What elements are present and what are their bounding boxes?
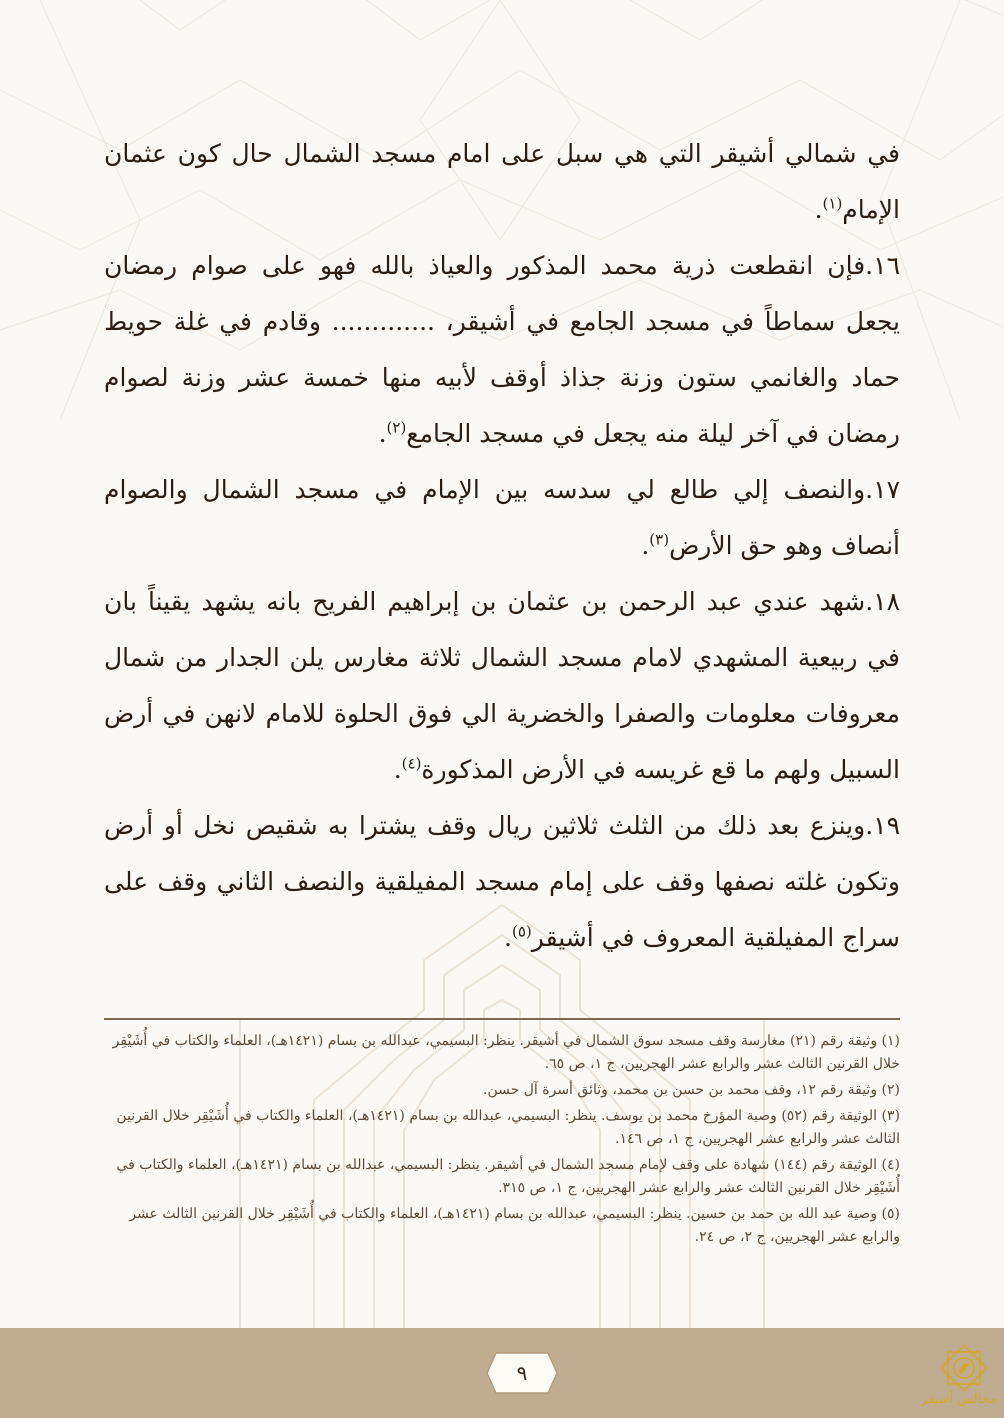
footnote: (٢) وثيقة رقم ١٢، وقف محمد بن حسن بن محمد، وثائق أسرة آل حسن. [483, 1082, 900, 1098]
paragraph-text: ١٨.شهد عندي عبد الرحمن بن عثمان بن إبراهيم الفريح بانه يشهد يقيناً بان في ربيعية المشهدي لامام مسجد الشمال ثلاثة مغارس يلن الجدار من شمال معروفات معلومات والصفرا والخضرية الي فوق الحلوة للامام لانهن في أرض السبيل ولهم ما قع غريسه في الأرض المذكورة [104, 587, 900, 784]
paragraph-end: . [378, 419, 387, 448]
footnotes [104, 1030, 900, 1252]
paragraph-text: في شمالي أشيقر التي هي سبل على امام مسجد الشمال حال كون عثمان الإمام [104, 139, 900, 224]
paragraph [104, 462, 900, 574]
paragraph-end: . [504, 923, 512, 952]
footnote: (٤) الوثيقة رقم (١٤٤) شهادة على وقف لإمام مسجد الشمال في أشيقر. ينظر: البسيمي، عبدالله بن بسام (١٤٢١هـ)، العلماء والكتاب في أُشَيْقِر خلال القرنين الثالث عشر والرابع عشر الهجريين، ج ١، ص ٣١٥. [116, 1157, 900, 1196]
paragraph-end: . [814, 195, 823, 224]
footnote-divider [104, 1018, 900, 1020]
paragraph-text: ١٦.فإن انقطعت ذرية محمد المذكور والعياذ بالله فهو على صوام رمضان يجعل سماطاً في مسجد الجامع في أشيقر، ............. وقادم في غلة حويط حماد والغانمي ستون وزنة جذاذ أوقف لأبيه منها خمسة عشر وزنة لصوام رمضان في آخر ليلة منه يجعل في مسجد الجامع [104, 251, 900, 448]
footnote: (٥) وصية عبد الله بن حمد بن حسين. ينظر: البسيمي، عبدالله بن بسام (١٤٢١هـ)، العلماء والكتاب في أُشَيْقِر خلال القرنين الثالث عشر والرابع عشر الهجريين، ج ٢، ص ٢٤. [129, 1206, 900, 1245]
footnote-ref: (١) [822, 194, 843, 213]
paragraph-end: . [641, 531, 650, 560]
body-text [104, 126, 900, 966]
footnote-ref: (٥) [512, 922, 532, 941]
paragraph-text: ١٧.والنصف إلي طالع لي سدسه بين الإمام في مسجد الشمال والصوام أنصاف وهو حق الأرض [104, 475, 900, 560]
footnote-ref: (٣) [649, 530, 670, 549]
paragraph-text: ١٩.وينزع بعد ذلك من الثلث ثلاثين ريال وقف يشترا به شقيص نخل أو أرض وتكون غلته نصفها وقف على إمام مسجد المفيلقية والنصف الثاني وقف على سراج المفيلقية المعروف في أشيقر [104, 811, 900, 952]
paragraph [104, 238, 900, 462]
paragraph [104, 798, 900, 966]
paragraph [104, 574, 900, 798]
logo-text: مجالس أشيقر [920, 1392, 998, 1407]
footnote: (٣) الوثيقة رقم (٥٢) وصية المؤرخ محمد بن يوسف. ينظر: البسيمي، عبدالله بن بسام (١٤٢١هـ)، العلماء والكتاب في أُشَيْقِر خلال القرنين الثالث عشر والرابع عشر الهجريين، ج ١، ص ١٤٦. [116, 1108, 900, 1147]
paragraph [104, 126, 900, 238]
footnote-ref: (٢) [386, 418, 407, 437]
footnote: (١) وثيقة رقم (٢١) مغارسة وقف مسجد سوق الشمال في أشيقر. ينظر: البسيمي، عبدالله بن بسام (١٤٢١هـ)، العلماء والكتاب في أُشَيْقِر خلال القرنين الثالث عشر والرابع عشر الهجريين، ج ١، ص ٦٥. [112, 1033, 900, 1072]
paragraph-end: . [393, 755, 402, 784]
page-number: ٩ [516, 1361, 528, 1385]
footnote-ref: (٤) [401, 754, 422, 773]
